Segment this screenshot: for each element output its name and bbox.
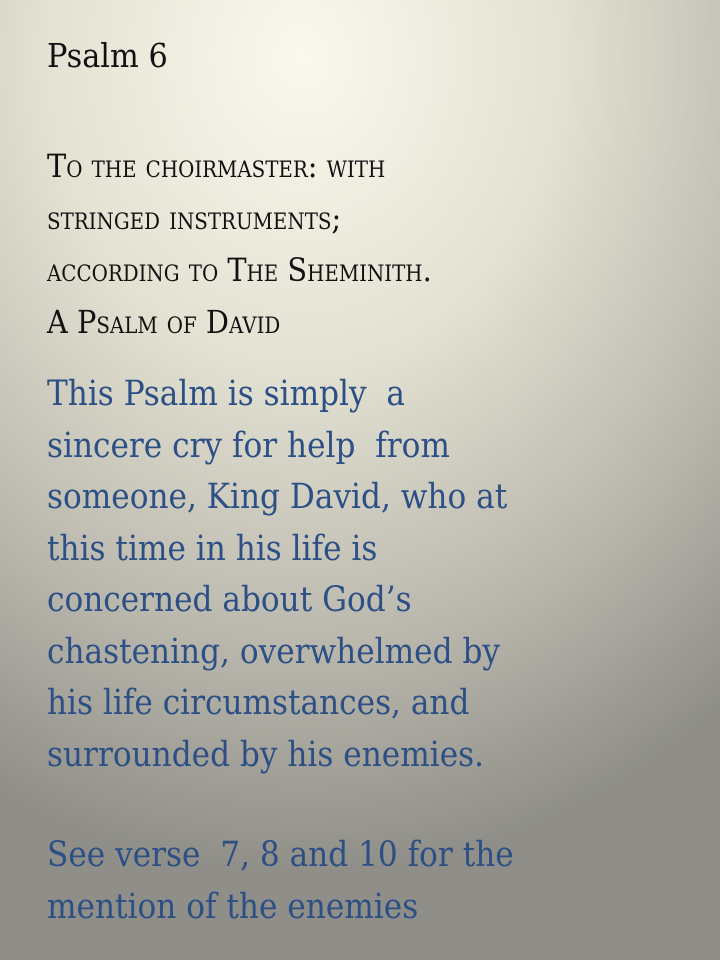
commentary-line: sincere cry for help from [47,425,450,466]
commentary-line: his life circumstances, and [47,683,470,723]
verse-reference-note [47,830,707,933]
commentary-line: This Psalm is simply a [47,374,405,414]
commentary-paragraph [47,369,707,781]
commentary-line: this time in his life is [47,528,378,569]
superscription-line: according to The Sheminith. [47,251,432,289]
commentary-line: chastening, overwhelmed by [47,631,501,672]
superscription-line: A Psalm of David [47,303,281,341]
superscription-line: stringed instruments; [47,199,342,237]
commentary-line: surrounded by his enemies. [47,734,485,775]
note-line: mention of the enemies [47,886,419,927]
slide-title: Psalm 6 [47,36,168,75]
psalm-superscription [47,140,697,348]
commentary-line: concerned about God’s [47,580,412,620]
commentary-line: someone, King David, who at [47,477,508,517]
superscription-line: To the choirmaster: with [47,147,386,185]
note-line: See verse 7, 8 and 10 for the [47,835,514,875]
